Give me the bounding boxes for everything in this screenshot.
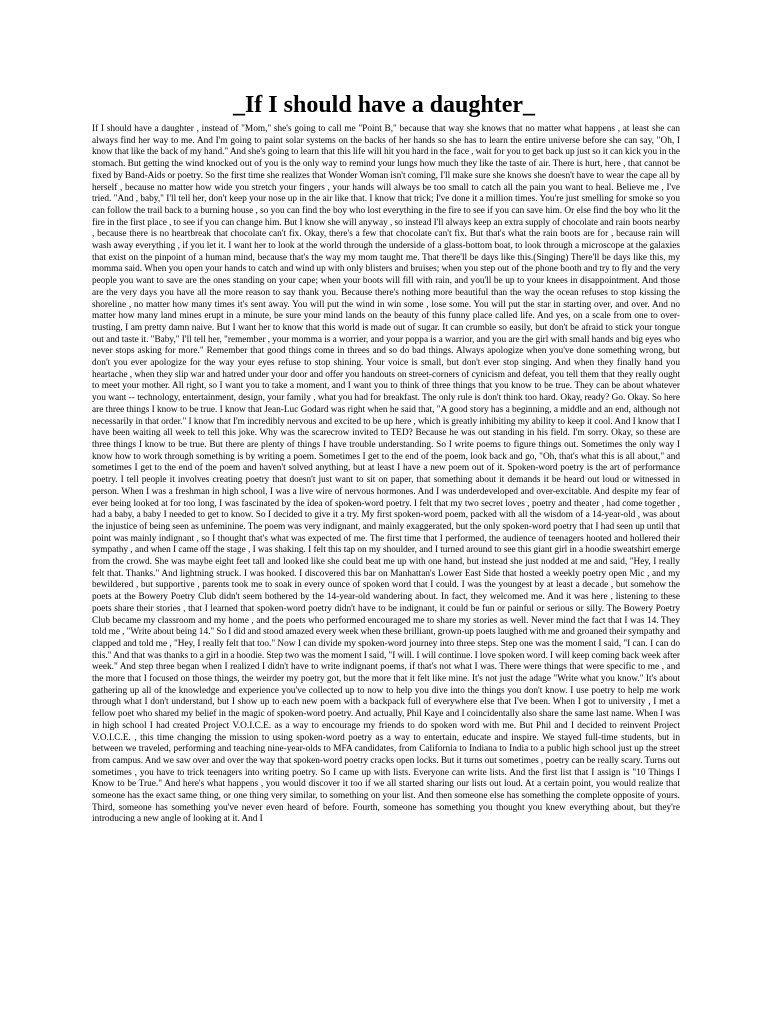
document-title: _If I should have a daughter_: [232, 92, 536, 118]
document-body: If I should have a daughter , instead of "Mom," she's going to call me "Point B," because that way she knows that no matter what happens , at least she can always find her way to me. And I'm going to paint solar systems on the backs of her hands so she has to learn the entire universe before she can say, "Oh, I know that like the back of my hand." And she's going to learn that this life will hit you hard in the face , wait for you to get back up just so it can kick you in the stomach. But getting the wind knocked out of you is the only way to remind your lungs how much they like the taste of air. There is hurt, here , that cannot be fixed by Band-Aids or poetry. So the first time she realizes that Wonder Woman isn't coming, I'll make sure she knows she doesn't have to wear the cape all by herself , because no matter how wide you stretch your fingers , your hands will always be too small to catch all the pain you want to heal. Believe me , I've tried. "And , baby," I'll tell her, don't keep your nose up in the air like that. I know that trick; I've done it a million times. You're just smelling for smoke so you can follow the trail back to a burning house , so you can find the boy who lost everything in the fire to see if you can save him. Or else find the boy who lit the fire in the first place , to see if you can change him. But I know she will anyway , so instead I'll always keep an extra supply of chocolate and rain boots nearby , because there is no heartbreak that chocolate can't fix. Okay, there's a few that chocolate can't fix. But that's what the rain boots are for , because rain will wash away everything , if you let it. I want her to look at the world through the underside of a glass-bottom boat, to look through a microscope at the galaxies that exist on the pinpoint of a human mind, because that's the way my mom taught me. That there'll be days like this.(Singing) There'll be days like this, my momma said. When you open your hands to catch and wind up with only blisters and bruises; when you step out of the phone booth and try to fly and the very people you want to save are the ones standing on your cape; when your boots will fill with rain, and you'll be up to your knees in disappointment. And those are the very days you have all the more reason to say thank you. Because there's nothing more beautiful than the way the ocean refuses to stop kissing the shoreline , no matter how many times it's sent away. You will put the wind in win some , lose some. You will put the star in starting over, and over. And no matter how many land mines erupt in a minute, be sure your mind lands on the beauty of this funny place called life. And yes, on a scale from one to over-trusting, I am pretty damn naive. But I want her to know that this world is made out of sugar. It can crumble so easily, but don't be afraid to stick your tongue out and taste it. "Baby," I'll tell her, "remember , your momma is a worrier, and your poppa is a warrior, and you are the girl with small hands and big eyes who never stops asking for more." Remember that good things come in threes and so do bad things. Always apologize when you've done something wrong, but don't you ever apologize for the way your eyes refuse to stop shining. Your voice is small, but don't ever stop singing. And when they finally hand you heartache , when they slip war and hatred under your door and offer you handouts on street-corners of cynicism and defeat, you tell them that they really ought to meet your mother. All right, so I want you to take a moment, and I want you to think of three things that you know to be true. They can be about whatever you want -- technology, entertainment, design, your family , what you had for breakfast. The only rule is don't think too hard. Okay, ready? Go. Okay. So here are three things I know to be true. I know that Jean-Luc Godard was right when he said that, "A good story has a beginning, a middle and an end, although not necessarily in that order." I know that I'm incredibly nervous and excited to be up here , which is greatly inhibiting my ability to keep it cool. And I know that I have been waiting all week to tell this joke. Why was the scarecrow invited to TED? Because he was out standing in his field. I'm sorry. Okay, so these are three things I know to be true. But there are plenty of things I have trouble understanding. So I write poems to figure things out. Sometimes the only way I know how to work through something is by writing a poem. Sometimes I get to the end of the poem, look back and go, "Oh, that's what this is all about," and sometimes I get to the end of the poem and haven't solved anything, but at least I have a new poem out of it. Spoken-word poetry is the art of performance poetry. I tell people it involves creating poetry that doesn't just want to sit on paper, that something about it demands it be heard out loud or witnessed in person. When I was a freshman in high school, I was a live wire of nervous hormones. And I was underdeveloped and over-excitable. And despite my fear of ever being looked at for too long, I was fascinated by the idea of spoken-word poetry. I felt that my two secret loves , poetry and theater , had come together , had a baby, a baby I needed to get to know. So I decided to give it a try. My first spoken-word poem, packed with all the wisdom of a 14-year-old , was about the injustice of being seen as unfeminine. The poem was very indignant, and mainly exaggerated, but the only spoken-word poetry that I had seen up until that point was mainly indignant , so I thought that's what was expected of me. The first time that I performed, the audience of teenagers hooted and hollered their sympathy , and when I came off the stage , I was shaking. I felt this tap on my shoulder, and I turned around to see this giant girl in a hoodie sweatshirt emerge from the crowd. She was maybe eight feet tall and looked like she could beat me up with one hand, but instead she just nodded at me and said, "Hey, I really felt that. Thanks." And lightning struck. I was hooked. I discovered this bar on Manhattan's Lower East Side that hosted a weekly poetry open Mic , and my bewildered , but supportive , parents took me to soak in every ounce of spoken word that I could. I was the youngest by at least a decade , but somehow the poets at the Bowery Poetry Club didn't seem bothered by the 14-year-old wandering about. In fact, they welcomed me. And it was here , listening to these poets share their stories , that I learned that spoken-word poetry didn't have to be indignant, it could be fun or painful or serious or silly. The Bowery Poetry Club became my classroom and my home , and the poets who performed encouraged me to share my stories as well. Never mind the fact that I was 14. They told me , "Write about being 14." So I did and stood amazed every week when these brilliant, grown-up poets laughed with me and groaned their sympathy and clapped and told me , "Hey, I really felt that too." Now I can divide my spoken-word journey into three steps. Step one was the moment I said, "I can. I can do this." And that was thanks to a girl in a hoodie. Step two was the moment I said, "I will. I will continue. I love spoken word. I will keep coming back week after week." And step three began when I realized I didn't have to write indignant poems, if that's not what I was. There were things that were specific to me , and the more that I focused on those things, the weirder my poetry got, but the more that it felt like mine. It's not just the adage "Write what you know." It's about gathering up all of the knowledge and experience you've collected up to now to help you dive into the things you don't know. I use poetry to help me work through what I don't understand, but I show up to each new poem with a backpack full of everywhere else that I've been. When I got to university , I met a fellow poet who shared my belief in the magic of spoken-word poetry. And actually, Phil Kaye and I coincidentally also share the same last name. When I was in high school I had created Project V.O.I.C.E. as a way to encourage my friends to do spoken word with me. But Phil and I decided to reinvent Project V.O.I.C.E. , this time changing the mission to using spoken-word poetry as a way to entertain, educate and inspire. We stayed full-time students, but in between we traveled, performing and teaching nine-year-olds to MFA candidates, from California to Indiana to India to a public high school just up the street from campus. And we saw over and over the way that spoken-word poetry cracks open locks. But it turns out sometimes , poetry can be really scary. Turns out sometimes , you have to trick teenagers into writing poetry. So I came up with lists. Everyone can write lists. And the first list that I assign is "10 Things I Know to be True." And here's what happens , you would discover it too if we all started sharing our lists out loud. At a certain point, you would realize that someone has the exact same thing, or one thing very similar, to something on your list. And then someone else has something the complete opposite of yours. Third, someone has something you've never even heard of before. Fourth, someone has something you thought you knew everything about, but they're introducing a new angle of looking at it. And I: [92, 124, 680, 825]
